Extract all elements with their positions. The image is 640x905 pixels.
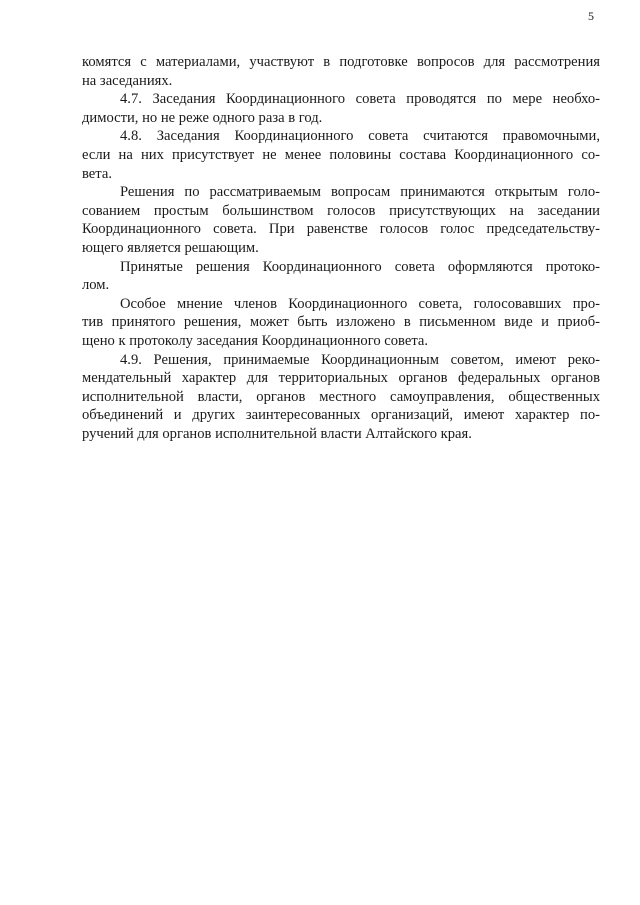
text-line: мендательный характер для территориальных органов федеральных органов: [82, 370, 600, 387]
text-line: щено к протоколу заседания Координационного совета.: [82, 332, 429, 349]
text-line: 4.8. Заседания Координационного совета считаются правомочными,: [120, 128, 600, 145]
text-line: Координационного совета. При равенстве голосов голос председательству-: [82, 221, 600, 238]
text-line: если на них присутствует не менее половины состава Координационного со-: [82, 146, 600, 163]
text-line: Решения по рассматриваемым вопросам принимаются открытым голо-: [120, 184, 600, 201]
text-line: димости, но не реже одного раза в год.: [82, 109, 323, 126]
document-body: [82, 53, 600, 443]
text-line: сованием простым большинством голосов присутствующих на заседании: [82, 202, 600, 219]
text-line: лом.: [82, 277, 110, 294]
text-line: комятся с материалами, участвуют в подготовке вопросов для рассмотрения: [82, 54, 600, 70]
text-line: Принятые решения Координационного совета оформляются протоко-: [120, 258, 600, 275]
text-line: объединений и других заинтересованных организаций, имеют характер по-: [82, 407, 600, 424]
text-line: исполнительной власти, органов местного самоуправления, общественных: [82, 388, 600, 405]
text-line: ющего является решающим.: [82, 239, 259, 256]
page-number: 5: [588, 9, 594, 23]
text-line: Особое мнение членов Координационного совета, голосовавших про-: [120, 295, 600, 312]
text-line: на заседаниях.: [82, 72, 173, 89]
text-line: вета.: [82, 165, 112, 182]
text-line: 4.7. Заседания Координационного совета проводятся по мере необхо-: [120, 91, 600, 108]
text-line: ручений для органов исполнительной власти Алтайского края.: [82, 425, 472, 442]
text-line: тив принятого решения, может быть изложено в письменном виде и приоб-: [82, 314, 600, 331]
text-line: 4.9. Решения, принимаемые Координационным советом, имеют реко-: [120, 351, 600, 368]
